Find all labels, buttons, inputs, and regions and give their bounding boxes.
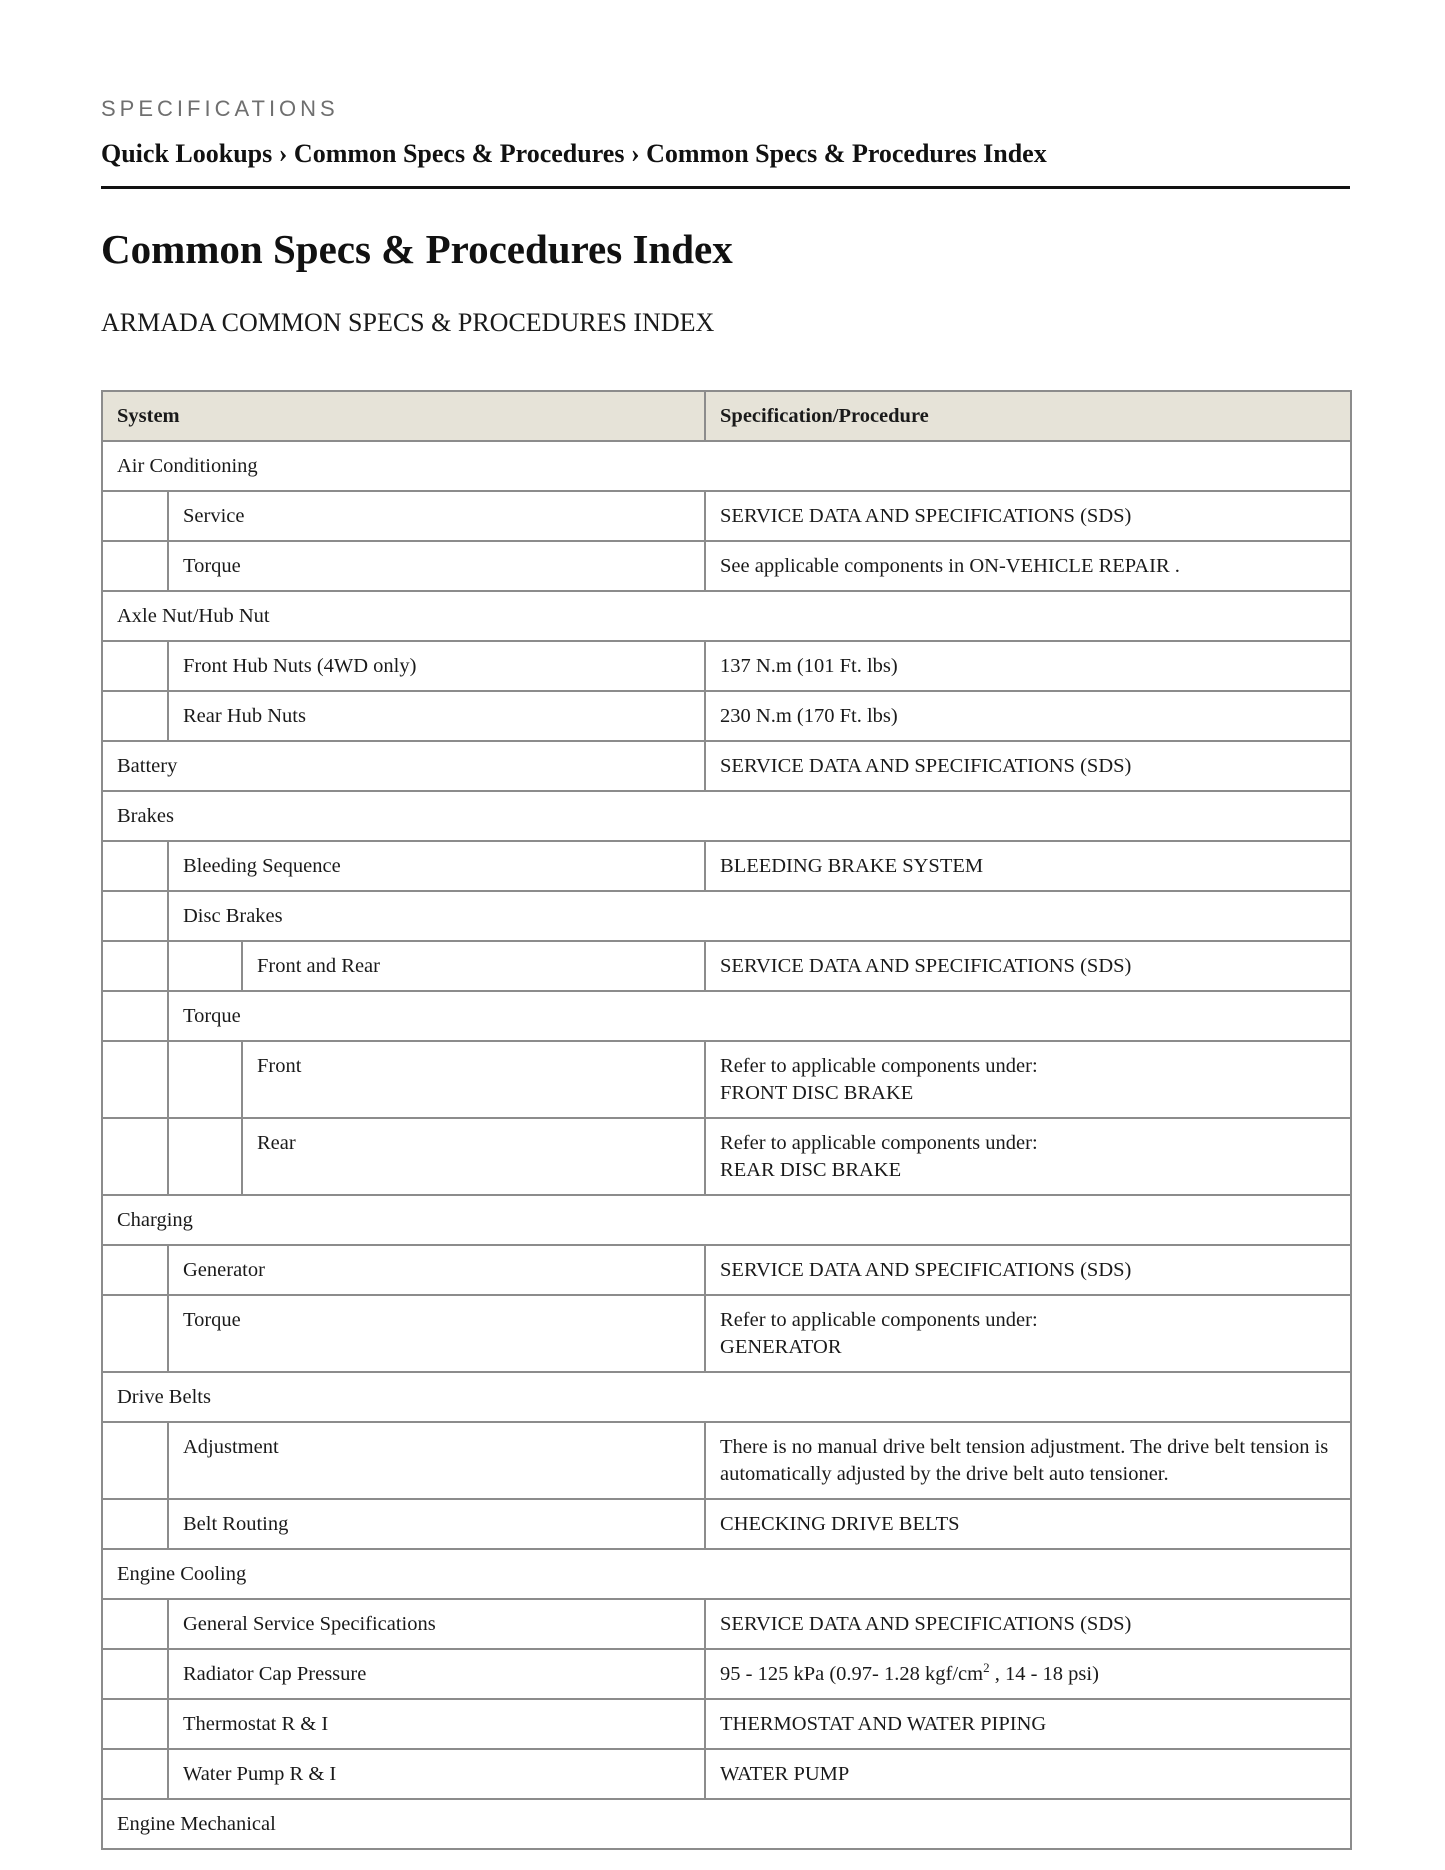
spec-superscript: 2 (983, 1660, 990, 1676)
indent-cell (102, 491, 168, 541)
spec-line: SERVICE DATA AND SPECIFICATIONS (SDS) (720, 505, 1132, 527)
breadcrumb-separator: › (630, 139, 640, 168)
system-cell: Front (242, 1041, 705, 1118)
spec-cell (705, 1749, 1351, 1799)
indent-cell (102, 1295, 168, 1372)
breadcrumb (101, 138, 1350, 189)
spec-line: SERVICE DATA AND SPECIFICATIONS (SDS) (720, 1613, 1132, 1635)
indent-cell (102, 941, 168, 991)
column-header-spec: Specification/Procedure (705, 391, 1351, 441)
spec-cell (705, 1699, 1351, 1749)
indent-cell (102, 641, 168, 691)
table-row (102, 491, 1351, 541)
indent-cell (102, 1749, 168, 1799)
page-title: Common Specs & Procedures Index (101, 226, 733, 272)
table-row (102, 1499, 1351, 1549)
spec-line: SERVICE DATA AND SPECIFICATIONS (SDS) (720, 1259, 1132, 1281)
system-cell: Torque (168, 1295, 705, 1372)
breadcrumb-separator: › (278, 139, 288, 168)
system-cell: Front and Rear (242, 941, 705, 991)
table-row (102, 891, 1351, 941)
table-row (102, 1599, 1351, 1649)
system-cell: Disc Brakes (168, 891, 1351, 941)
indent-cell (102, 1649, 168, 1699)
table-row (102, 591, 1351, 641)
spec-text: , 14 - 18 psi) (989, 1663, 1099, 1685)
table-row (102, 541, 1351, 591)
system-cell: Adjustment (168, 1422, 705, 1499)
spec-cell (705, 1118, 1351, 1195)
spec-line: SERVICE DATA AND SPECIFICATIONS (SDS) (720, 755, 1132, 777)
spec-line: CHECKING DRIVE BELTS (720, 1513, 960, 1535)
system-cell: Engine Mechanical (102, 1799, 1351, 1849)
spec-line: BLEEDING BRAKE SYSTEM (720, 855, 984, 877)
indent-cell (102, 991, 168, 1041)
table-row (102, 1245, 1351, 1295)
table-row (102, 1041, 1351, 1118)
spec-cell (705, 1649, 1351, 1699)
spec-cell (705, 941, 1351, 991)
system-cell: Axle Nut/Hub Nut (102, 591, 1351, 641)
indent-cell (102, 841, 168, 891)
column-header-system: System (102, 391, 705, 441)
spec-line: Refer to applicable components under: (720, 1132, 1038, 1154)
spec-cell (705, 641, 1351, 691)
system-cell: Radiator Cap Pressure (168, 1649, 705, 1699)
system-cell: Belt Routing (168, 1499, 705, 1549)
spec-cell (705, 741, 1351, 791)
spec-line: WATER PUMP (720, 1763, 850, 1785)
table-row (102, 991, 1351, 1041)
spec-cell (705, 841, 1351, 891)
spec-cell (705, 541, 1351, 591)
spec-line: 230 N.m (170 Ft. lbs) (720, 705, 898, 727)
system-cell: Service (168, 491, 705, 541)
table-row (102, 441, 1351, 491)
system-cell: Torque (168, 991, 1351, 1041)
table-row (102, 1118, 1351, 1195)
system-cell: Engine Cooling (102, 1549, 1351, 1599)
breadcrumb-item-current: Common Specs & Procedures Index (646, 139, 1047, 168)
indent-cell (102, 1245, 168, 1295)
table-row (102, 1195, 1351, 1245)
table-row (102, 641, 1351, 691)
specs-table (101, 390, 1352, 1850)
spec-line: See applicable components in ON-VEHICLE REPAIR . (720, 555, 1180, 577)
spec-text: 95 - 125 kPa (0.97- 1.28 kgf/cm (720, 1663, 984, 1685)
indent-cell (102, 1599, 168, 1649)
system-cell: Rear (242, 1118, 705, 1195)
indent-cell (102, 1041, 168, 1118)
spec-line: 137 N.m (101 Ft. lbs) (720, 655, 898, 677)
system-cell: Battery (102, 741, 705, 791)
system-cell: Air Conditioning (102, 441, 1351, 491)
system-cell: Thermostat R & I (168, 1699, 705, 1749)
spec-line: THERMOSTAT AND WATER PIPING (720, 1713, 1047, 1735)
spec-line: REAR DISC BRAKE (720, 1159, 902, 1181)
indent-cell (168, 941, 242, 991)
system-cell: Bleeding Sequence (168, 841, 705, 891)
table-row (102, 1749, 1351, 1799)
spec-line: There is no manual drive belt tension adjustment. The drive belt tension is automatically adjusted by the drive belt auto tensioner. (720, 1436, 1329, 1485)
spec-cell (705, 1422, 1351, 1499)
system-cell: Brakes (102, 791, 1351, 841)
table-row (102, 1799, 1351, 1849)
spec-cell (705, 1041, 1351, 1118)
system-cell: Generator (168, 1245, 705, 1295)
indent-cell (102, 1499, 168, 1549)
table-body (102, 441, 1351, 1849)
spec-line: SERVICE DATA AND SPECIFICATIONS (SDS) (720, 955, 1132, 977)
spec-cell (705, 1245, 1351, 1295)
table-row (102, 791, 1351, 841)
system-cell: Rear Hub Nuts (168, 691, 705, 741)
indent-cell (102, 1699, 168, 1749)
indent-cell (102, 1118, 168, 1195)
indent-cell (102, 691, 168, 741)
spec-line: Refer to applicable components under: (720, 1055, 1038, 1077)
system-cell: General Service Specifications (168, 1599, 705, 1649)
page-subtitle: ARMADA COMMON SPECS & PROCEDURES INDEX (101, 308, 715, 337)
table-header-row (102, 391, 1351, 441)
indent-cell (168, 1118, 242, 1195)
table-row (102, 741, 1351, 791)
section-eyebrow: SPECIFICATIONS (101, 96, 339, 121)
spec-cell (705, 691, 1351, 741)
breadcrumb-item[interactable]: Quick Lookups (101, 139, 273, 168)
system-cell: Front Hub Nuts (4WD only) (168, 641, 705, 691)
system-cell: Drive Belts (102, 1372, 1351, 1422)
indent-cell (102, 541, 168, 591)
system-cell: Water Pump R & I (168, 1749, 705, 1799)
spec-cell (705, 1295, 1351, 1372)
spec-cell (705, 491, 1351, 541)
indent-cell (168, 1041, 242, 1118)
table-row (102, 841, 1351, 891)
table-row (102, 1295, 1351, 1372)
indent-cell (102, 1422, 168, 1499)
indent-cell (102, 891, 168, 941)
table-row (102, 1372, 1351, 1422)
spec-line: GENERATOR (720, 1336, 842, 1358)
table-row (102, 1549, 1351, 1599)
system-cell: Torque (168, 541, 705, 591)
spec-cell (705, 1599, 1351, 1649)
table-row (102, 691, 1351, 741)
table-row (102, 1699, 1351, 1749)
breadcrumb-item[interactable]: Common Specs & Procedures (293, 139, 625, 168)
table-row (102, 941, 1351, 991)
spec-cell (705, 1499, 1351, 1549)
spec-line: FRONT DISC BRAKE (720, 1082, 914, 1104)
system-cell: Charging (102, 1195, 1351, 1245)
table-row (102, 1649, 1351, 1699)
table-row (102, 1422, 1351, 1499)
spec-line: Refer to applicable components under: (720, 1309, 1038, 1331)
